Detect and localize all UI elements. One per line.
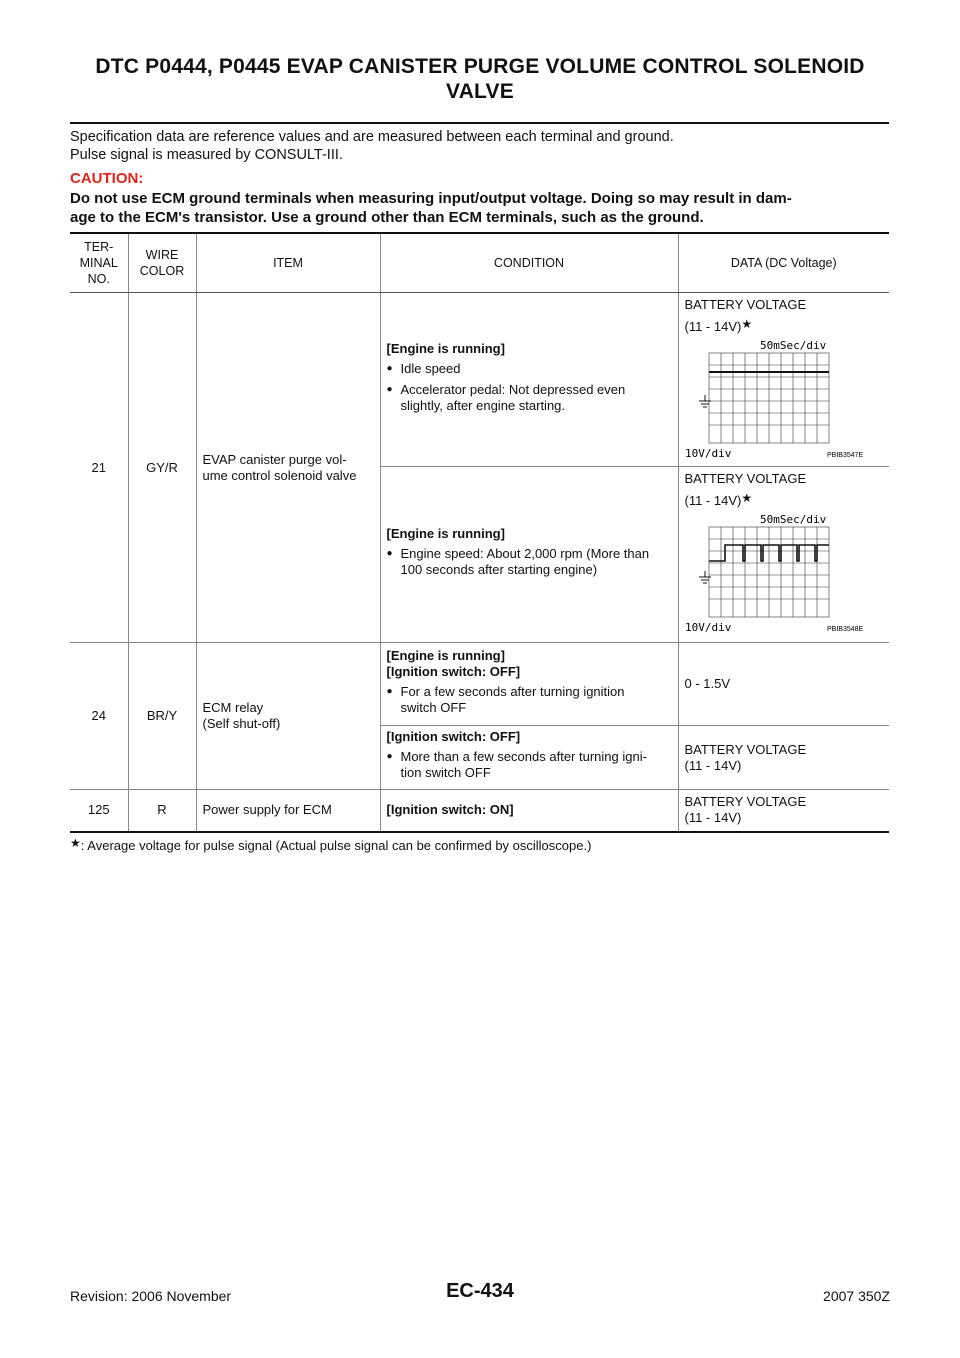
data-line-1: BATTERY VOLTAGE xyxy=(684,297,807,312)
scope-grid xyxy=(709,527,829,617)
scope-grid xyxy=(709,353,829,443)
data-line-2: (11 - 14V) xyxy=(684,757,742,773)
condition-cell xyxy=(380,726,678,790)
caution-heading: CAUTION: xyxy=(70,170,144,187)
model-label: 2007 350Z xyxy=(823,1288,890,1304)
intro-line-2: Pulse signal is measured by CONSULT-III. xyxy=(70,147,343,163)
oscilloscope-trace-2000rpm xyxy=(685,511,885,633)
condition-list xyxy=(387,749,672,781)
header-wire-color xyxy=(128,233,196,293)
page-title-line-1: DTC P0444, P0445 EVAP CANISTER PURGE VOLUME CONTROL SOLENOID xyxy=(95,55,865,78)
header-item: ITEM xyxy=(196,233,380,293)
scope-time-label: 50mSec/div xyxy=(759,513,826,526)
condition-bullet-text: More than a few seconds after turning igni- xyxy=(400,749,647,764)
condition-bullet-text: For a few seconds after turning ignition xyxy=(400,683,625,699)
condition-bullet-text: switch OFF xyxy=(400,699,467,715)
terminal-spec-table xyxy=(70,232,889,833)
data-line-2-wrap xyxy=(685,490,884,509)
condition-bullet-text: Engine speed: About 2,000 rpm (More than xyxy=(400,546,650,561)
condition-list xyxy=(387,546,672,578)
data-cell xyxy=(678,293,889,467)
item-line-1: EVAP canister purge vol- xyxy=(202,451,347,467)
figure-id: PBIB3548E xyxy=(826,626,863,633)
data-line-2: (11 - 14V) xyxy=(684,493,742,508)
condition-title: [Ignition switch: OFF] xyxy=(386,729,521,744)
condition-list xyxy=(387,684,672,716)
data-line-2-wrap xyxy=(685,316,884,335)
condition-bullet-text: Accelerator pedal: Not depressed even xyxy=(400,381,626,397)
wire-color: R xyxy=(128,790,196,832)
condition-title: [Engine is running] xyxy=(386,526,505,541)
condition-cell xyxy=(380,643,678,726)
data-cell: 0 - 1.5V xyxy=(678,643,889,726)
title-rule xyxy=(70,122,889,124)
data-line-1: BATTERY VOLTAGE xyxy=(684,741,807,757)
wire-color: BR/Y xyxy=(128,643,196,790)
caution-line-2: age to the ECM's transistor. Use a ground other than ECM terminals, such as the ground. xyxy=(70,209,704,226)
condition-bullet-text: 100 seconds after starting engine) xyxy=(400,562,598,577)
caution-line-1: Do not use ECM ground terminals when measuring input/output voltage. Doing so may result in dam- xyxy=(70,190,792,207)
header-terminal-line-2: MINAL xyxy=(79,256,118,270)
wire-color: GY/R xyxy=(128,293,196,643)
data-cell xyxy=(678,726,889,790)
figure-id: PBIB3547E xyxy=(826,452,863,459)
condition-bullet xyxy=(387,546,672,578)
footnote-text: : Average voltage for pulse signal (Actual pulse signal can be confirmed by oscilloscope.) xyxy=(80,838,592,853)
condition-cell xyxy=(380,293,678,467)
header-wire-line-1: WIRE xyxy=(145,248,179,262)
terminal-number: 24 xyxy=(70,643,128,790)
revision-label: Revision: 2006 November xyxy=(70,1288,232,1304)
header-terminal xyxy=(70,233,128,293)
scope-volt-label: 10V/div xyxy=(684,621,731,633)
condition-title: [Ignition switch: OFF] xyxy=(386,663,521,679)
scope-volt-label: 10V/div xyxy=(684,447,731,459)
intro-line-1: Specification data are reference values and are measured between each terminal and ground. xyxy=(70,129,674,145)
data-line-1: BATTERY VOLTAGE xyxy=(684,794,807,810)
condition-bullet xyxy=(387,684,672,716)
header-terminal-line-1: TER- xyxy=(84,240,114,254)
data-line-1: BATTERY VOLTAGE xyxy=(684,471,807,486)
header-condition: CONDITION xyxy=(380,233,678,293)
data-line-2: (11 - 14V) xyxy=(684,319,742,334)
page-title-line-2: VALVE xyxy=(446,80,514,103)
table-row xyxy=(70,790,889,832)
condition-list xyxy=(387,361,672,414)
condition-bullet xyxy=(387,361,672,377)
oscilloscope-trace-idle xyxy=(685,337,885,459)
table-row xyxy=(70,293,889,467)
condition-bullet-text: Idle speed xyxy=(400,360,461,376)
header-terminal-line-3: NO. xyxy=(87,272,110,286)
condition-title: [Engine is running] xyxy=(386,340,505,356)
page-number: EC-434 xyxy=(446,1280,514,1302)
terminal-number: 125 xyxy=(70,790,128,832)
star-icon: ★ xyxy=(70,836,81,850)
item-line-2: (Self shut-off) xyxy=(202,716,281,731)
oscilloscope-figure xyxy=(685,511,884,637)
table-row xyxy=(70,643,889,726)
data-cell xyxy=(678,467,889,643)
intro-text xyxy=(70,128,890,164)
scope-time-label: 50mSec/div xyxy=(759,339,826,352)
item-cell: Power supply for ECM xyxy=(196,790,380,832)
table-header-row xyxy=(70,233,889,293)
item-cell xyxy=(196,293,380,643)
header-data: DATA (DC Voltage) xyxy=(678,233,889,293)
condition-bullet xyxy=(387,382,672,414)
terminal-number: 21 xyxy=(70,293,128,643)
header-wire-line-2: COLOR xyxy=(139,264,185,278)
data-cell xyxy=(678,790,889,832)
condition-title: [Engine is running] xyxy=(386,647,505,663)
data-line-2: (11 - 14V) xyxy=(684,810,742,826)
item-line-1: ECM relay xyxy=(202,700,264,715)
caution-body xyxy=(70,189,892,227)
condition-bullet xyxy=(387,749,672,781)
page-title xyxy=(70,54,890,104)
footnote xyxy=(70,836,591,853)
condition-cell: [Ignition switch: ON] xyxy=(380,790,678,832)
condition-cell xyxy=(380,467,678,643)
star-icon: ★ xyxy=(741,491,753,505)
oscilloscope-figure xyxy=(685,337,884,463)
item-line-2: ume control solenoid valve xyxy=(202,467,357,483)
item-cell xyxy=(196,643,380,790)
star-icon: ★ xyxy=(741,317,753,331)
condition-bullet-text: tion switch OFF xyxy=(400,765,491,780)
condition-bullet-text: slightly, after engine starting. xyxy=(400,397,566,413)
